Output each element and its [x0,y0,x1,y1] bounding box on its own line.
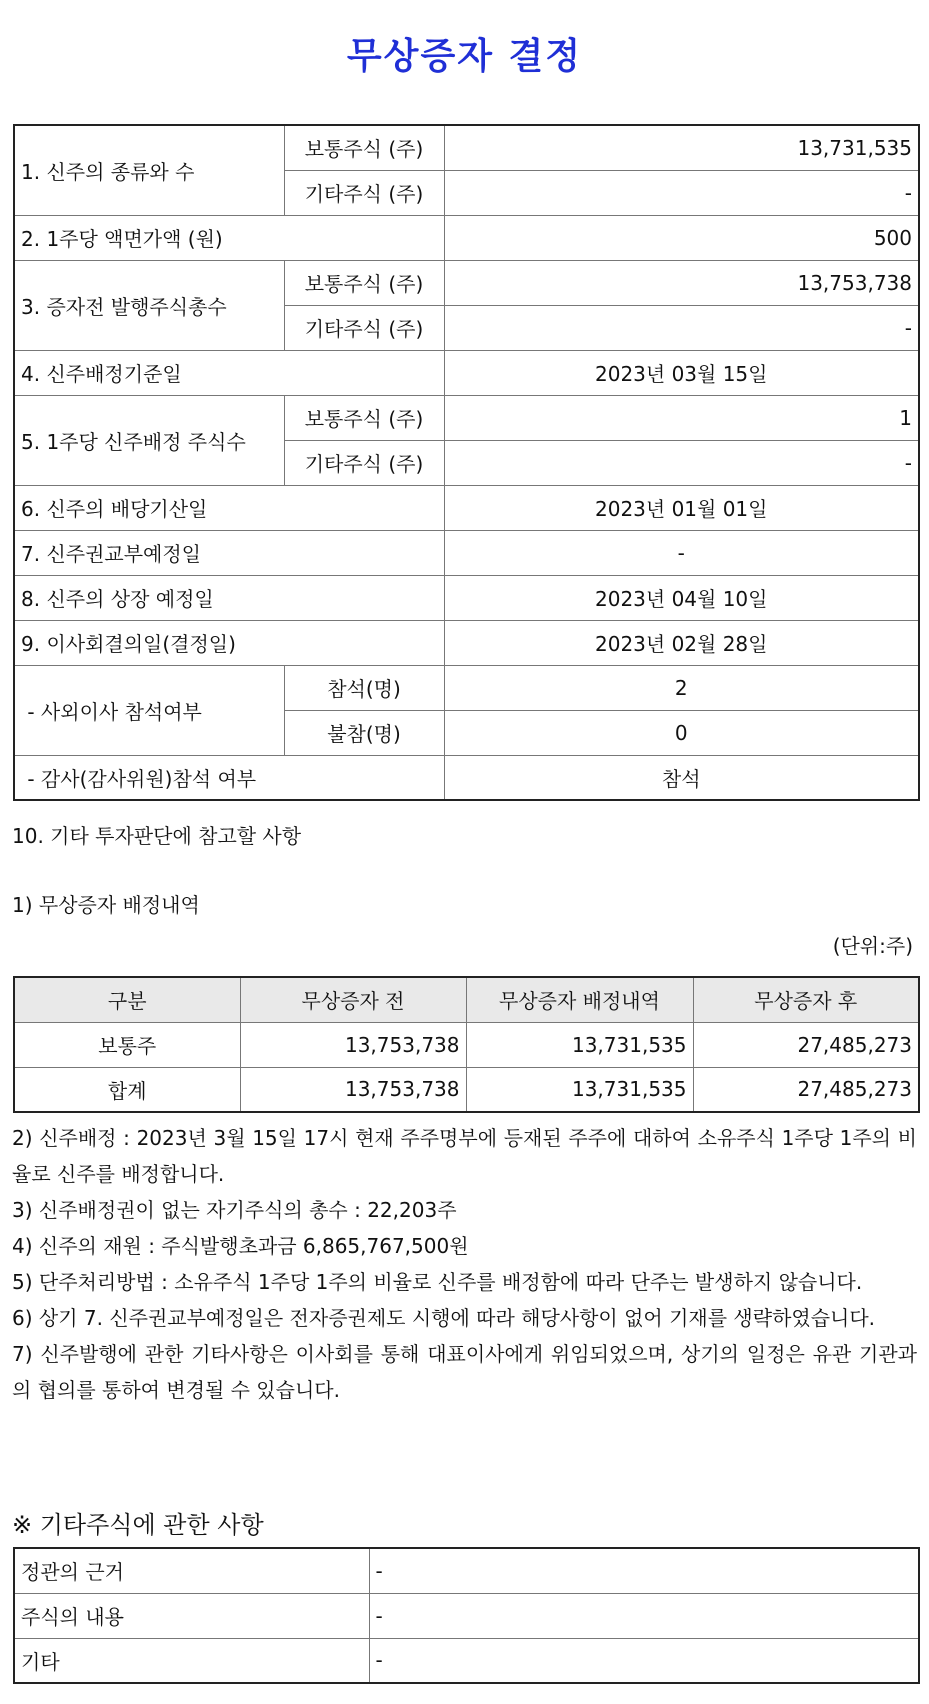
decision-table [13,124,920,801]
row-sublabel: 기타주식 (주) [284,305,444,350]
row-value: - [369,1548,919,1593]
column-header: 무상증자 후 [693,977,919,1022]
table-row [14,350,919,395]
table-cell: 13,753,738 [240,1067,466,1112]
row-value: 2 [444,665,919,710]
table-cell: 합계 [14,1067,240,1112]
row-label: 9. 이사회결의일(결정일) [14,620,444,665]
table-cell: 13,731,535 [466,1067,693,1112]
row-value: - [444,305,919,350]
notes-list [12,1120,917,1408]
table-row [14,1593,919,1638]
row-value: 13,731,535 [444,125,919,170]
row-sublabel: 보통주식 (주) [284,125,444,170]
row-label: 기타 [14,1638,369,1683]
column-header: 구분 [14,977,240,1022]
row-sublabel: 불참(명) [284,710,444,755]
row-sublabel: 보통주식 (주) [284,260,444,305]
row-label: 7. 신주권교부예정일 [14,530,444,575]
table-row [14,1067,919,1112]
note-item: 4) 신주의 재원 : 주식발행초과금 6,865,767,500원 [12,1234,469,1258]
table-cell: 13,753,738 [240,1022,466,1067]
column-header: 무상증자 배정내역 [466,977,693,1022]
table-row [14,755,919,800]
note-item: 3) 신주배정권이 없는 자기주식의 총수 : 22,203주 [12,1198,457,1222]
row-label: 3. 증자전 발행주식총수 [14,260,284,350]
row-value: - [444,530,919,575]
row-value: 참석 [444,755,919,800]
row-value: 2023년 02월 28일 [444,620,919,665]
table-header-row [14,977,919,1022]
row-value: 2023년 03월 15일 [444,350,919,395]
row-value: - [444,440,919,485]
table-cell: 보통주 [14,1022,240,1067]
row-sublabel: 보통주식 (주) [284,395,444,440]
table-cell: 27,485,273 [693,1022,919,1067]
page-title: 무상증자 결정 [346,35,583,77]
table-row [14,1548,919,1593]
row-sublabel: 기타주식 (주) [284,440,444,485]
row-value: 1 [444,395,919,440]
table-row [14,260,919,305]
row-label: - 사외이사 참석여부 [14,665,284,755]
row-sublabel: 기타주식 (주) [284,170,444,215]
row-label: 1. 신주의 종류와 수 [14,125,284,215]
table-cell: 13,731,535 [466,1022,693,1067]
table-row [14,395,919,440]
note-item: 2) 신주배정 : 2023년 3월 15일 17시 현재 주주명부에 등재된 주주에 대하여 소유주식 1주당 1주의 비율로 신주를 배정합니다. [12,1126,917,1186]
row-value: 2023년 04월 10일 [444,575,919,620]
distribution-table [13,976,920,1113]
unit-label: (단위:주) [832,934,913,958]
other-shares-heading: ※ 기타주식에 관한 사항 [12,1511,264,1539]
row-sublabel: 참석(명) [284,665,444,710]
row-label: 2. 1주당 액면가액 (원) [14,215,444,260]
note-item: 5) 단주처리방법 : 소유주식 1주당 1주의 비율로 신주를 배정함에 따라 단주는 발생하지 않습니다. [12,1270,863,1294]
row-label: - 감사(감사위원)참석 여부 [14,755,444,800]
row-label: 5. 1주당 신주배정 주식수 [14,395,284,485]
row-value: 0 [444,710,919,755]
other-shares-table [13,1547,920,1684]
row-value: - [444,170,919,215]
row-value: 13,753,738 [444,260,919,305]
row-label: 6. 신주의 배당기산일 [14,485,444,530]
row-label: 정관의 근거 [14,1548,369,1593]
row-label: 4. 신주배정기준일 [14,350,444,395]
row-value: 500 [444,215,919,260]
table-row [14,215,919,260]
column-header: 무상증자 전 [240,977,466,1022]
table-row [14,665,919,710]
table-row [14,1638,919,1683]
row-value: 2023년 01월 01일 [444,485,919,530]
table-cell: 27,485,273 [693,1067,919,1112]
row-label: 주식의 내용 [14,1593,369,1638]
row-label: 8. 신주의 상장 예정일 [14,575,444,620]
distribution-heading: 1) 무상증자 배정내역 [12,893,200,917]
table-row [14,485,919,530]
table-row [14,530,919,575]
section-10-heading: 10. 기타 투자판단에 참고할 사항 [12,824,302,848]
note-item: 7) 신주발행에 관한 기타사항은 이사회를 통해 대표이사에게 위임되었으며, 상기의 일정은 유관 기관과의 협의를 통하여 변경될 수 있습니다. [12,1342,917,1402]
table-row [14,620,919,665]
note-item: 6) 상기 7. 신주권교부예정일은 전자증권제도 시행에 따라 해당사항이 없어 기재를 생략하였습니다. [12,1306,876,1330]
row-value: - [369,1593,919,1638]
table-row [14,125,919,170]
table-row [14,575,919,620]
table-row [14,1022,919,1067]
row-value: - [369,1638,919,1683]
